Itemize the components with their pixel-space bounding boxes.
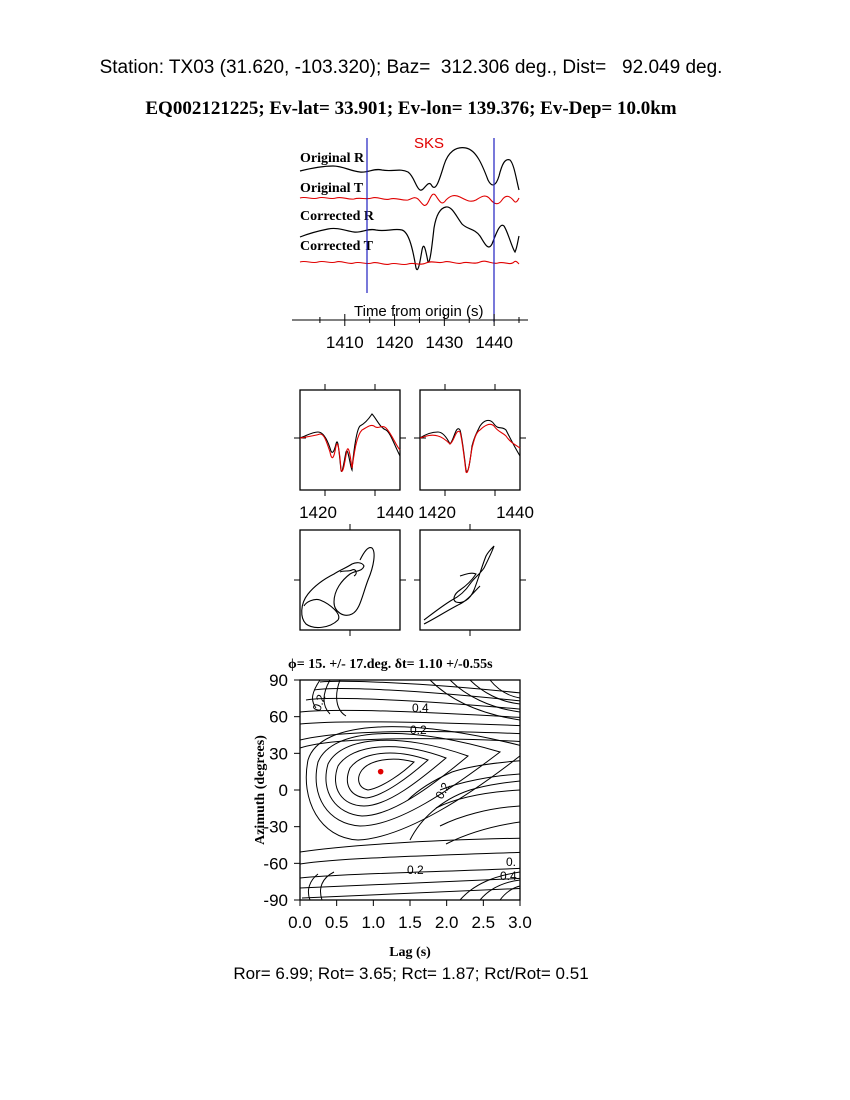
waveform-axis-ticks: [299, 503, 534, 522]
trace-label-corrected-t: Corrected T: [300, 239, 373, 254]
seismogram-panel: [292, 135, 528, 352]
waveform-box-left: [300, 390, 400, 490]
lag-axis-tick-label: 0.5: [324, 913, 349, 932]
particle-motion-corrected: [424, 546, 494, 624]
waveform-left-radial: [300, 414, 400, 471]
waveform-box-right: [420, 390, 520, 490]
lag-axis-tick-label: 2.5: [471, 913, 496, 932]
phase-label: SKS: [414, 135, 445, 152]
azimuth-axis-tick-label: -30: [263, 817, 288, 837]
trace-label-original-r: Original R: [300, 151, 365, 166]
contour-label: 0.4: [500, 869, 517, 883]
azimuth-axis-title: Azimuth (degrees): [253, 735, 268, 845]
lag-axis-tick-label: 3.0: [508, 913, 532, 932]
grid-search-title: ϕ= 15. +/- 17.deg. δt= 1.10 +/-0.55s: [288, 657, 493, 672]
time-axis-tick-label: 1420: [375, 333, 414, 352]
waveform-tick-label: 1440: [376, 503, 414, 522]
azimuth-axis-tick-label: 0: [278, 781, 288, 800]
time-axis-title: Time from origin (s): [354, 303, 484, 320]
waveform-right-transverse: [420, 424, 520, 472]
particle-box-right: [420, 530, 520, 630]
grid-search-axis-ticks: [263, 671, 531, 932]
contour-label: 0.4: [412, 701, 429, 715]
waveform-box-ticks: [294, 384, 526, 496]
contour-label: 0.: [506, 855, 517, 869]
contour-label: 0.2: [407, 863, 424, 877]
event-header: EQ002121225; Ev-lat= 33.901; Ev-lon= 139.376; Ev-Dep= 10.0km: [145, 98, 677, 119]
time-axis-tick-label: 1430: [425, 333, 464, 352]
station-header: Station: TX03 (31.620, -103.320); Baz= 312.306 deg., Dist= 92.049 deg.: [99, 57, 723, 78]
particle-box-ticks: [294, 524, 526, 636]
waveform-right-radial: [420, 420, 520, 471]
time-axis-tick-label: 1410: [325, 333, 364, 352]
contour-label: 0.2: [432, 780, 453, 802]
grid-search-panel: [253, 657, 532, 960]
waveform-tick-label: 1420: [418, 503, 456, 522]
lag-axis-tick-label: 0.0: [288, 913, 312, 932]
waveform-tick-label: 1420: [299, 503, 337, 522]
waveform-comparison-panel: [294, 384, 534, 522]
lag-axis-title: Lag (s): [389, 945, 431, 960]
azimuth-axis-tick-label: 30: [269, 744, 288, 764]
azimuth-axis-tick-label: 90: [269, 671, 288, 690]
contour-label: 0.2: [410, 723, 427, 737]
contour-label: 0.2: [309, 692, 329, 714]
trace-label-original-t: Original T: [300, 181, 364, 196]
particle-motion-panel: [294, 524, 526, 636]
lag-axis-tick-label: 1.5: [398, 913, 422, 932]
ratio-summary: Ror= 6.99; Rot= 3.65; Rct= 1.87; Rct/Rot= 0.51: [233, 964, 589, 983]
time-axis-tick-label: 1440: [475, 333, 514, 352]
azimuth-axis-tick-label: -90: [263, 891, 288, 910]
particle-motion-original: [302, 548, 374, 628]
best-fit-point: [378, 769, 384, 775]
azimuth-axis-tick-label: 60: [269, 707, 288, 727]
lag-axis-tick-label: 2.0: [434, 913, 459, 932]
azimuth-axis-tick-label: -60: [263, 854, 288, 874]
corrected-t-trace: [300, 261, 519, 264]
lag-axis-tick-label: 1.0: [361, 913, 386, 932]
contour-label-group: [310, 692, 517, 883]
waveform-tick-label: 1440: [496, 503, 534, 522]
trace-label-corrected-r: Corrected R: [300, 209, 374, 224]
